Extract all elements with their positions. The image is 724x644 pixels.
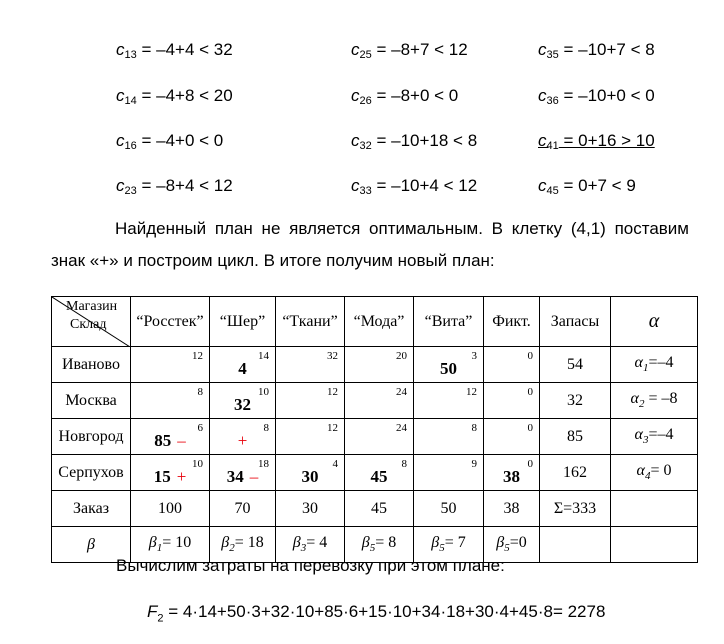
cell-cost: 18 — [258, 458, 269, 470]
cell-cost: 9 — [471, 458, 477, 470]
beta-label: β — [52, 527, 131, 563]
col-header: “Вита” — [414, 297, 484, 347]
condition-c13: $c_{13} = -4+4 < 32$ — [116, 40, 233, 61]
order-empty — [611, 491, 698, 527]
table-row — [52, 383, 698, 419]
plan-cell — [210, 383, 276, 419]
beta-empty — [611, 527, 698, 563]
cell-shipment: 4 — [238, 358, 247, 378]
cell-cost: 0 — [527, 422, 533, 434]
order-row — [52, 491, 698, 527]
alpha-value: $\alpha_4= 0$ — [611, 455, 698, 491]
beta-value: $\beta_3= 4$ — [276, 527, 345, 563]
supply-value: 32 — [540, 383, 611, 419]
cell-cost: 20 — [396, 350, 407, 362]
plan-cell — [414, 347, 484, 383]
cycle-sign: + — [176, 466, 187, 486]
supply-value: 54 — [540, 347, 611, 383]
cell-shipment: 15 — [153, 466, 171, 486]
plan-cell — [484, 419, 540, 455]
plan-cell — [131, 383, 210, 419]
col-header-alpha: α — [611, 297, 698, 347]
plan-cell — [345, 455, 414, 491]
supply-value: 85 — [540, 419, 611, 455]
col-header: “Мода” — [345, 297, 414, 347]
plan-cell — [345, 419, 414, 455]
condition-c36: $c_{36} = -10+0 < 0$ — [538, 86, 655, 107]
condition-c35: $c_{35} = -10+7 < 8$ — [538, 40, 655, 61]
cell-cost: 24 — [396, 422, 407, 434]
condition-c33: $c_{33} = -10+4 < 12$ — [351, 176, 478, 197]
warehouse-name: Серпухов — [52, 455, 131, 491]
order-value: 30 — [276, 491, 345, 527]
plan-cell — [276, 383, 345, 419]
order-value: 50 — [414, 491, 484, 527]
supply-value: 162 — [540, 455, 611, 491]
corner-cell — [52, 297, 131, 347]
cell-cost: 6 — [197, 422, 203, 434]
condition-c25: $c_{25} = -8+7 < 12$ — [351, 40, 468, 61]
warehouse-name: Иваново — [52, 347, 131, 383]
cell-cost: 8 — [197, 386, 203, 398]
col-header: “Шер” — [210, 297, 276, 347]
cycle-sign: – — [177, 430, 186, 450]
cell-cost: 10 — [192, 458, 203, 470]
plan-cell — [276, 419, 345, 455]
plan-cell — [484, 347, 540, 383]
beta-value: $\beta_5=0$ — [484, 527, 540, 563]
plan-cell — [276, 455, 345, 491]
cell-cost: 8 — [263, 422, 269, 434]
plan-cell — [414, 419, 484, 455]
condition-c41: $c_{41} = 0+16 > 10$ — [538, 131, 655, 152]
transport-plan-table — [51, 296, 698, 563]
cell-shipment: 38 — [503, 466, 520, 486]
cell-cost: 10 — [258, 386, 269, 398]
cell-cost: 8 — [471, 422, 477, 434]
cell-shipment: 85 — [154, 430, 172, 450]
corner-label-warehouse: Склад — [70, 317, 107, 332]
beta-value: $\beta_5= 8$ — [345, 527, 414, 563]
plan-cell — [345, 383, 414, 419]
col-header: Запасы — [540, 297, 611, 347]
cell-cost: 8 — [401, 458, 407, 470]
alpha-value: $\alpha_2 = -8$ — [611, 383, 698, 419]
condition-c45: $c_{45} = 0+7 < 9$ — [538, 176, 636, 197]
plan-cell — [210, 455, 276, 491]
order-total: Σ=333 — [540, 491, 611, 527]
plan-cell — [131, 419, 210, 455]
cell-shipment: 32 — [234, 394, 251, 414]
table-row — [52, 347, 698, 383]
beta-value: $\beta_1= 10$ — [131, 527, 210, 563]
table-row — [52, 419, 698, 455]
order-value: 70 — [210, 491, 276, 527]
plan-cell — [414, 383, 484, 419]
cell-cost: 0 — [527, 350, 533, 362]
plan-cell — [131, 455, 210, 491]
beta-value: $\beta_5= 7$ — [414, 527, 484, 563]
table-row — [52, 455, 698, 491]
condition-c23: $c_{23} = -8+4 < 12$ — [116, 176, 233, 197]
plan-cell — [210, 419, 276, 455]
cycle-sign: + — [237, 430, 248, 450]
cell-cost: 14 — [258, 350, 269, 362]
order-value: 45 — [345, 491, 414, 527]
cell-cost: 0 — [527, 458, 533, 470]
beta-value: $\beta_2= 18$ — [210, 527, 276, 563]
cell-cost: 24 — [396, 386, 407, 398]
cell-shipment: 34 — [226, 466, 244, 486]
condition-c26: $c_{26} = -8+0 < 0$ — [351, 86, 459, 107]
plan-cell — [484, 383, 540, 419]
paragraph-compute-cost: Вычислим затраты на перевозку при этом плане: — [116, 556, 505, 575]
cell-cost: 32 — [327, 350, 338, 362]
paragraph-not-optimal: Найденный план не является оптимальным. В клетку (4,1) поставим знак «+» и построим цикл. В итоге получим новый план: — [51, 219, 689, 270]
cell-shipment: 45 — [370, 466, 388, 486]
table-header-row — [52, 297, 698, 347]
condition-c32: $c_{32} = -10+18 < 8$ — [351, 131, 478, 152]
col-header: “Росстек” — [131, 297, 210, 347]
plan-cell — [414, 455, 484, 491]
cell-shipment: 50 — [440, 358, 457, 378]
order-label: Заказ — [52, 491, 131, 527]
plan-cell — [210, 347, 276, 383]
cell-cost: 3 — [471, 350, 477, 362]
plan-cell — [345, 347, 414, 383]
cycle-sign: – — [249, 466, 259, 486]
cell-cost: 12 — [327, 422, 338, 434]
plan-cell — [276, 347, 345, 383]
plan-cell — [131, 347, 210, 383]
cell-shipment: 30 — [301, 466, 319, 486]
beta-empty — [540, 527, 611, 563]
condition-c16: $c_{16} = -4+0 < 0$ — [116, 131, 224, 152]
col-header: Фикт. — [484, 297, 540, 347]
cell-cost: 12 — [192, 350, 203, 362]
cost-formula: $F_2 = 4\cdot 14+50\cdot 3+32\cdot 10+85\cdot 6+15\cdot 10+34\cdot 18+30\cdot 4+45\cdot 8= 2278$ — [147, 602, 606, 625]
order-value: 38 — [484, 491, 540, 527]
cell-cost: 4 — [332, 458, 338, 470]
condition-c14: $c_{14} = -4+8 < 20$ — [116, 86, 233, 107]
corner-label-shop: Магазин — [66, 299, 118, 314]
warehouse-name: Новгород — [52, 419, 131, 455]
alpha-value: $\alpha_3=-4$ — [611, 419, 698, 455]
col-header: “Ткани” — [276, 297, 345, 347]
warehouse-name: Москва — [52, 383, 131, 419]
alpha-value: $\alpha_1=-4$ — [611, 347, 698, 383]
cell-cost: 12 — [466, 386, 477, 398]
cell-cost: 12 — [327, 386, 338, 398]
cell-cost: 0 — [527, 386, 533, 398]
order-value: 100 — [131, 491, 210, 527]
plan-cell — [484, 455, 540, 491]
